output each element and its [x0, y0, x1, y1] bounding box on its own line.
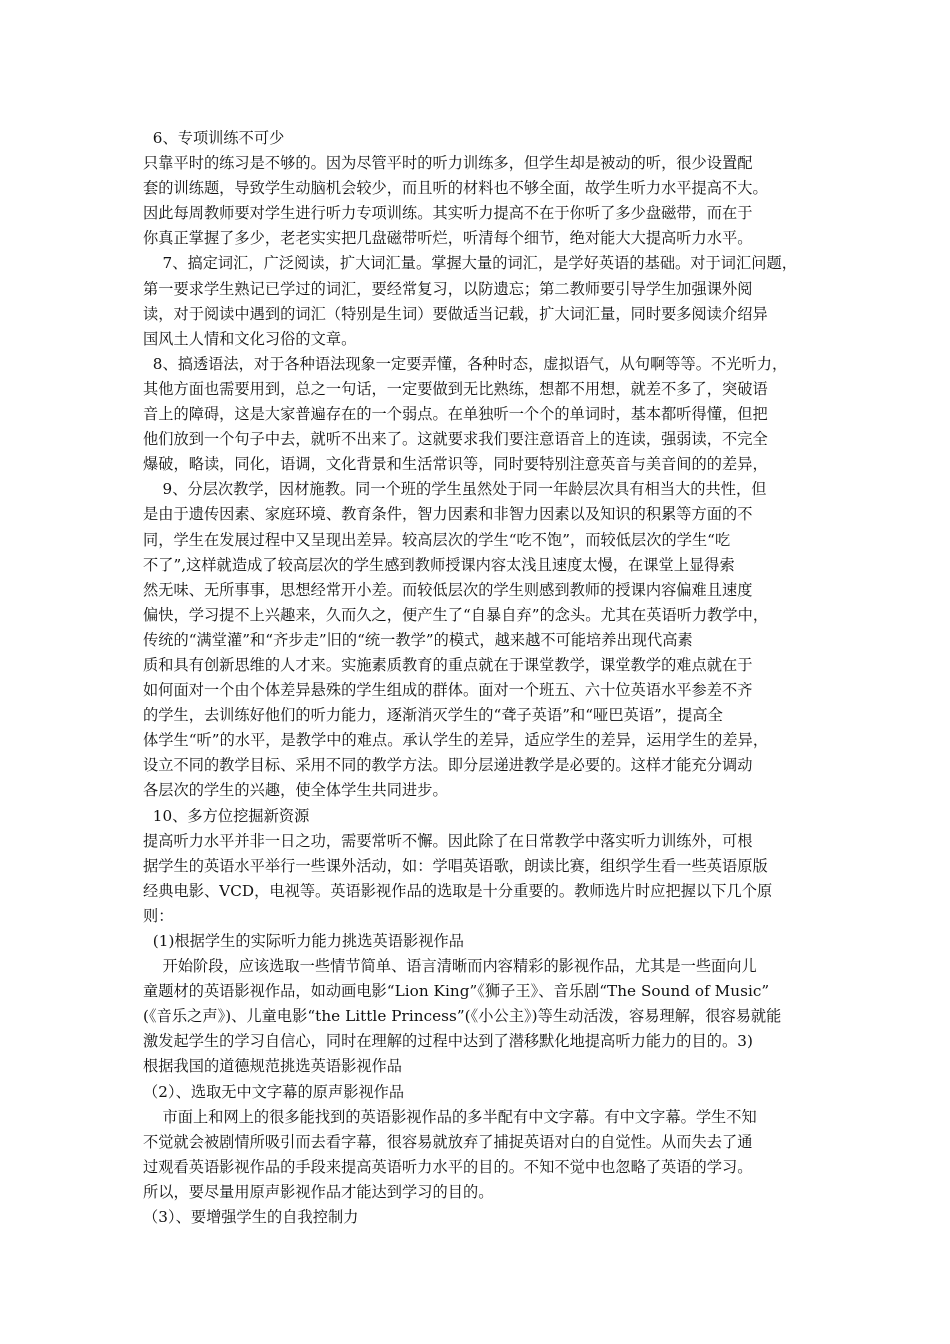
text-line: 不了”,这样就造成了较高层次的学生感到教师授课内容太浅且速度太慢，在课堂上显得索: [143, 555, 735, 574]
text-line: 其他方面也需要用到，总之一句话，一定要做到无比熟练，想都不用想，就差不多了，突破语: [143, 379, 768, 398]
text-line: (《音乐之声》)、儿童电影“the Little Princess”(《小公主》)等生动活泼，容易理解，很容易就能: [143, 1007, 782, 1026]
text-line: 第一要求学生熟记已学过的词汇，要经常复习，以防遗忘；第二教师要引导学生加强课外阅: [143, 279, 753, 298]
text-line: 设立不同的教学目标、采用不同的教学方法。即分层递进教学是必要的。这样才能充分调动: [143, 756, 753, 775]
text-line: 只靠平时的练习是不够的。因为尽管平时的听力训练多，但学生却是被动的听，很少设置配: [143, 154, 753, 173]
text-line: 因此每周教师要对学生进行听力专项训练。其实听力提高不在于你听了多少盘磁带，而在于: [143, 204, 753, 223]
text-line: 9、分层次教学，因材施教。同一个班的学生虽然处于同一年龄层次具有相当大的共性，但: [143, 480, 767, 499]
text-line: 市面上和网上的很多能找到的英语影视作品的多半配有中文字幕。有中文字幕。学生不知: [143, 1107, 757, 1126]
text-line: 据学生的英语水平举行一些课外活动，如：学唱英语歌，朗读比赛，组织学生看一些英语原版: [143, 856, 768, 875]
text-line: 套的训练题，导致学生动脑机会较少，而且听的材料也不够全面，故学生听力水平提高不大。: [143, 179, 768, 198]
text-line: 不觉就会被剧情所吸引而去看字幕，很容易就放弃了捕捉英语对白的自觉性。从而失去了通: [143, 1132, 753, 1151]
document-body: [143, 126, 819, 1230]
text-line: 爆破，略读，同化，语调，文化背景和生活常识等，同时要特别注意英音与美音间的的差异，: [143, 455, 768, 474]
text-line: 根据我国的道德规范挑选英语影视作品: [143, 1057, 403, 1076]
text-line: (1)根据学生的实际听力能力挑选英语影视作品: [143, 932, 464, 950]
text-line: 质和具有创新思维的人才来。实施素质教育的重点就在于课堂教学，课堂教学的难点就在于: [143, 655, 753, 674]
text-line: 所以，要尽量用原声影视作品才能达到学习的目的。: [143, 1182, 494, 1201]
text-line: 6、专项训练不可少: [143, 129, 285, 147]
text-line: 偏快，学习提不上兴趣来，久而久之，便产生了“自暴自弃”的念头。尤其在英语听力教学中，: [143, 605, 769, 624]
text-line: 同，学生在发展过程中又呈现出差异。较高层次的学生“吃不饱”，而较低层次的学生“吃: [143, 530, 731, 549]
text-line: 体学生“听”的水平，是教学中的难点。承认学生的差异，适应学生的差异，运用学生的差异，: [143, 731, 769, 750]
text-line: 传统的“满堂灌”和“齐步走”旧的“统一教学”的模式，越来越不可能培养出现代高素: [143, 630, 693, 649]
text-line: 10、多方位挖掘新资源: [143, 806, 310, 825]
text-line: 经典电影、VCD，电视等。英语影视作品的选取是十分重要的。教师选片时应把握以下几个原: [143, 881, 773, 900]
text-line: 是由于遗传因素、家庭环境、教育条件，智力因素和非智力因素以及知识的积累等方面的不: [143, 505, 753, 524]
text-line: 如何面对一个由个体差异悬殊的学生组成的群体。面对一个班五、六十位英语水平参差不齐: [143, 681, 753, 700]
text-line: 童题材的英语影视作品，如动画电影“Lion King”《狮子王》、音乐剧“The Sound of Music”: [143, 982, 770, 1001]
text-line: 过观看英语影视作品的手段来提高英语听力水平的目的。不知不觉中也忽略了英语的学习。: [143, 1157, 753, 1176]
text-line: 音上的障碍，这是大家普遍存在的一个弱点。在单独听一个个的单词时，基本都听得懂，但把: [143, 405, 768, 424]
text-line: 激发起学生的学习自信心，同时在理解的过程中达到了潜移默化地提高听力能力的目的。3): [143, 1032, 753, 1051]
text-line: （3）、要增强学生的自我控制力: [143, 1208, 359, 1227]
text-line: 你真正掌握了多少，老老实实把几盘磁带听烂，听清每个细节，绝对能大大提高听力水平。: [143, 229, 753, 248]
text-line: 他们放到一个句子中去，就听不出来了。这就要求我们要注意语音上的连读，强弱读，不完全: [143, 430, 768, 449]
text-line: 8、搞透语法，对于各种语法现象一定要弄懂，各种时态，虚拟语气，从句啊等等。不光听力，: [143, 354, 788, 373]
text-line: 国风土人情和文化习俗的文章。: [143, 329, 357, 348]
text-line: 然无味、无所事事，思想经常开小差。而较低层次的学生则感到教师的授课内容偏难且速度: [143, 580, 753, 599]
text-line: 的学生，去训练好他们的听力能力，逐渐消灭学生的“聋子英语”和“哑巴英语”，提高全: [143, 706, 723, 725]
text-line: 7、搞定词汇，广泛阅读，扩大词汇量。掌握大量的词汇，是学好英语的基础。对于词汇问题，: [143, 254, 797, 273]
text-line: 读，对于阅读中遇到的词汇（特别是生词）要做适当记载，扩大词汇量，同时要多阅读介绍异: [143, 304, 768, 323]
text-line: 提高听力水平并非一日之功，需要常听不懈。因此除了在日常教学中落实听力训练外，可根: [143, 831, 753, 850]
text-line: 则：: [143, 906, 174, 925]
text-line: 各层次的学生的兴趣，使全体学生共同进步。: [143, 781, 448, 800]
text-line: （2）、选取无中文字幕的原声影视作品: [143, 1082, 405, 1101]
text-line: 开始阶段，应该选取一些情节简单、语言清晰而内容精彩的影视作品，尤其是一些面向儿: [143, 957, 757, 976]
